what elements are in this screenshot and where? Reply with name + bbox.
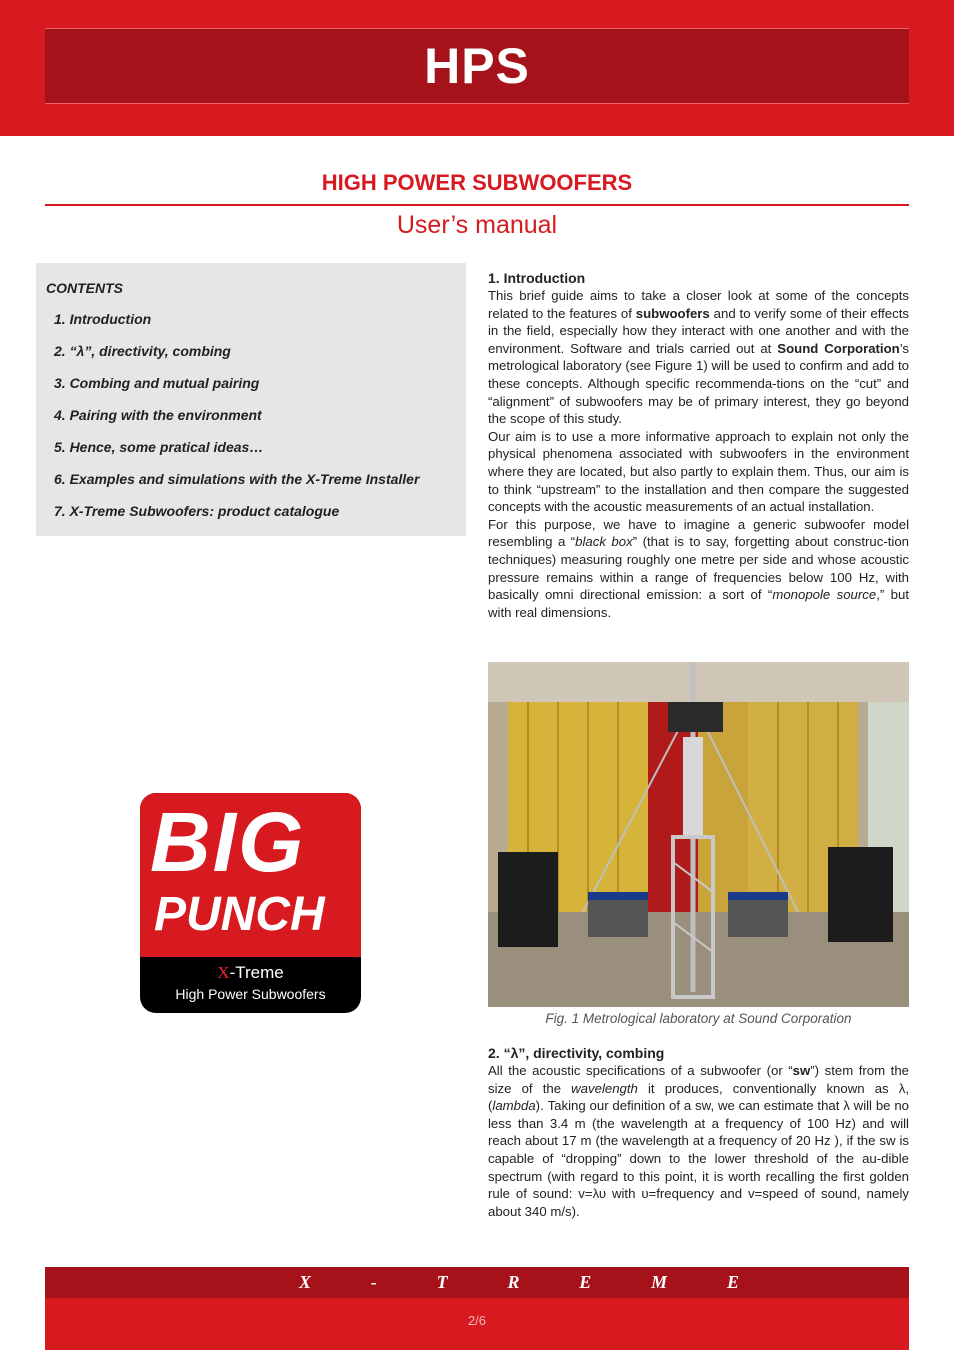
- lab-photo: [488, 662, 909, 1007]
- section-heading: 1. Introduction: [488, 270, 586, 286]
- logo-red-panel: [140, 793, 361, 957]
- footer-page-area: [45, 1298, 909, 1350]
- paragraph: All the acoustic specifications of a subwoofer (or “sw”) stem from the size of the wavelength it produces, conventionally known as λ, (lambda). Taking our definition of a sw, we can estimate that λ will be no less than 3.4 m (the wavelength at a frequency of 100 Hz) and will reach about 17 m (the wavelength at a frequency of 20 Hz ), if the sw is capable of “dropping” down to the lower threshold of the au-dible spectrum (with regard to this point, it is worth recalling the first golden rule of sound: v=λυ with υ=frequency and v=speed of sound, namely about 340 m/s).: [488, 1063, 910, 1219]
- paragraph: Our aim is to use a more informative approach to explain not only the physical phenomena associated with subwoofers in the environment where they are located, but also partly to explain them. Thus, our aim is to think “upstream” to the installation and then compare the suggested concepts with the acoustic measurements of an actual installation.: [488, 428, 909, 515]
- section-heading: 2. “λ”, directivity, combing: [488, 1045, 665, 1061]
- manual-label: User’s manual: [396, 211, 558, 239]
- logo-tagline: High Power Subwoofers: [175, 986, 326, 1002]
- footer-letter: T: [436, 1272, 448, 1292]
- contents-item[interactable]: 1. Introduction: [54, 311, 152, 327]
- contents-heading: CONTENTS: [46, 280, 123, 296]
- contents-item[interactable]: 6. Examples and simulations with the X-Treme Installer: [54, 471, 420, 487]
- document-title: HPS: [424, 38, 530, 94]
- header-band: [0, 0, 954, 136]
- contents-list: [54, 311, 419, 535]
- logo-brand: [140, 963, 361, 983]
- contents-item[interactable]: 3. Combing and mutual pairing: [54, 375, 260, 391]
- logo-big-text: BIG: [150, 795, 306, 889]
- contents-box: [36, 263, 466, 536]
- footer-letter: E: [579, 1272, 592, 1292]
- figure-caption: Fig. 1 Metrological laboratory at Sound Corporation: [545, 1011, 852, 1026]
- footer-letter: M: [651, 1272, 668, 1292]
- big-punch-logo: [140, 793, 361, 1013]
- footer-letter: R: [507, 1272, 520, 1292]
- title-box: [45, 28, 909, 104]
- footer-letter: -: [370, 1272, 377, 1292]
- paragraph: This brief guide aims to take a closer look at some of the concepts related to the features of subwoofers and to verify some of their effects in the field, especially how they interact with one another and with the environment. Software and trials carried out at Sound Corporation’s metrological laboratory (see Figure 1) will be used to confirm and add to these concepts. Although specific recommenda-tions on the “cut” and “alignment” of subwoofers may be of primary interest, they go beyond the scope of this study.: [488, 288, 909, 427]
- logo-punch-text: PUNCH: [154, 888, 325, 941]
- section-lambda: [488, 1045, 909, 1220]
- logo-brand-rest: -Treme: [229, 963, 284, 982]
- footer-brand-letters: [299, 1267, 739, 1298]
- document-subtitle: HIGH POWER SUBWOOFERS: [321, 170, 633, 195]
- page-number: 2/6: [467, 1313, 487, 1328]
- contents-item[interactable]: 7. X-Treme Subwoofers: product catalogue: [54, 503, 340, 519]
- logo-brand-x: X: [217, 963, 230, 982]
- lab-photo-illustration: [488, 662, 909, 1007]
- divider: [45, 204, 909, 206]
- contents-item[interactable]: 4. Pairing with the environment: [54, 407, 262, 423]
- contents-item[interactable]: 5. Hence, some pratical ideas…: [54, 439, 264, 455]
- section-introduction: [488, 270, 909, 621]
- footer-band: [45, 1267, 909, 1298]
- paragraph: For this purpose, we have to imagine a generic subwoofer model resembling a “black box” (that is to say, forgetting about construc-tion techniques) measuring roughly one metre per side and whose acoustic pressure remains within a range of frequencies below 100 Hz, with basically omni directional emission: a sort of “monopole source,” but with real dimensions.: [488, 516, 909, 620]
- footer-letter: X: [299, 1272, 312, 1292]
- contents-item[interactable]: 2. “λ”, directivity, combing: [54, 343, 231, 359]
- footer-letter: E: [726, 1272, 739, 1292]
